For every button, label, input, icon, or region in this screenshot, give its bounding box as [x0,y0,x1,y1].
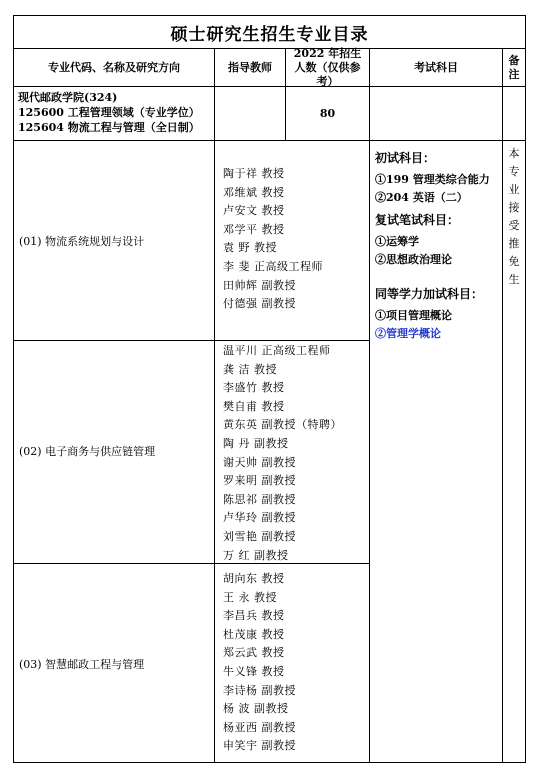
teacher-item: 李盛竹 教授 [223,381,285,395]
teacher-item: 卢华玲 副教授 [223,511,296,525]
prelim-item: ②204 英语（二） [375,191,468,204]
teacher-item: 申笑宇 副教授 [223,739,296,753]
teacher-item: 王 永 教授 [223,590,277,604]
teacher-item: 杨 波 副教授 [223,702,289,716]
teacher-item: 罗来明 副教授 [223,474,296,488]
teacher-item: 刘雪艳 副教授 [223,529,296,543]
header-major: 专业代码、名称及研究方向 [14,49,215,87]
teacher-item: 龚 洁 教授 [223,362,277,376]
header-note: 备注 [503,49,525,87]
teacher-item: 郑云武 教授 [223,646,285,660]
equiv-title: 同等学力加试科目： [375,287,484,301]
exam-blank [370,87,503,141]
teachers-03 [215,564,370,762]
direction-name: (02) 电子商务与供应链管理 [19,445,156,458]
teacher-item: 付德强 副教授 [223,297,296,311]
teacher-item: 陶 丹 副教授 [223,436,289,450]
header-enroll: 2022 年招生人数（仅供参考） [286,49,370,87]
teacher-item: 邓学平 教授 [223,222,285,236]
teacher-item: 陈思祁 副教授 [223,492,296,506]
teacher-item: 谢天帅 副教授 [223,455,296,469]
equiv-item: ②管理学概论 [375,327,441,340]
teacher-item: 樊自甫 教授 [223,399,285,413]
enroll-count: 80 [286,87,370,141]
direction-name: (01) 物流系统规划与设计 [19,235,145,248]
note-column [503,141,525,762]
teachers-02 [215,341,370,564]
direction-01 [14,141,215,341]
teacher-item: 田帅辉 副教授 [223,278,296,292]
catalog-table [13,15,526,763]
major-name: 125604 物流工程与管理（全日制） [18,121,200,134]
note-text: 本专业接受推免生 [508,147,520,286]
major-info [14,87,215,141]
header-exam: 考试科目 [370,49,503,87]
equiv-item: ①项目管理概论 [375,309,452,322]
teacher-item: 胡向东 教授 [223,572,285,585]
field-name: 125600 工程管理领域（专业学位） [18,106,200,119]
college-name: 现代邮政学院(324) [18,91,118,104]
teacher-item: 李诗杨 副教授 [223,683,296,697]
note-blank [503,87,525,141]
teacher-item: 李昌兵 教授 [223,609,285,623]
teacher-item: 邓维斌 教授 [223,185,285,199]
direction-02 [14,341,215,564]
teacher-item: 黄东英 副教授（特聘） [223,418,342,432]
teacher-item: 李 斐 正高级工程师 [223,259,323,273]
retest-item: ①运筹学 [375,235,419,248]
teacher-item: 杨亚西 副教授 [223,720,296,734]
page-title: 硕士研究生招生专业目录 [14,16,525,49]
teachers-01 [215,141,370,341]
retest-item: ②思想政治理论 [375,253,452,266]
teacher-item: 万 红 副教授 [223,548,289,562]
teacher-item: 陶于祥 教授 [223,167,285,180]
prelim-item: ①199 管理类综合能力 [375,173,490,186]
direction-name: (03) 智慧邮政工程与管理 [19,658,145,671]
retest-title: 复试笔试科目： [375,213,460,227]
teacher-item: 温平川 正高级工程师 [223,344,331,357]
teacher-item: 袁 野 教授 [223,241,277,255]
header-advisor: 指导教师 [215,49,286,87]
direction-03 [14,564,215,762]
teacher-item: 卢安文 教授 [223,204,285,218]
teacher-item: 牛义锋 教授 [223,664,285,678]
advisor-blank [215,87,286,141]
teacher-item: 杜茂康 教授 [223,627,285,641]
prelim-title: 初试科目： [375,151,436,165]
exam-subjects [370,141,503,762]
